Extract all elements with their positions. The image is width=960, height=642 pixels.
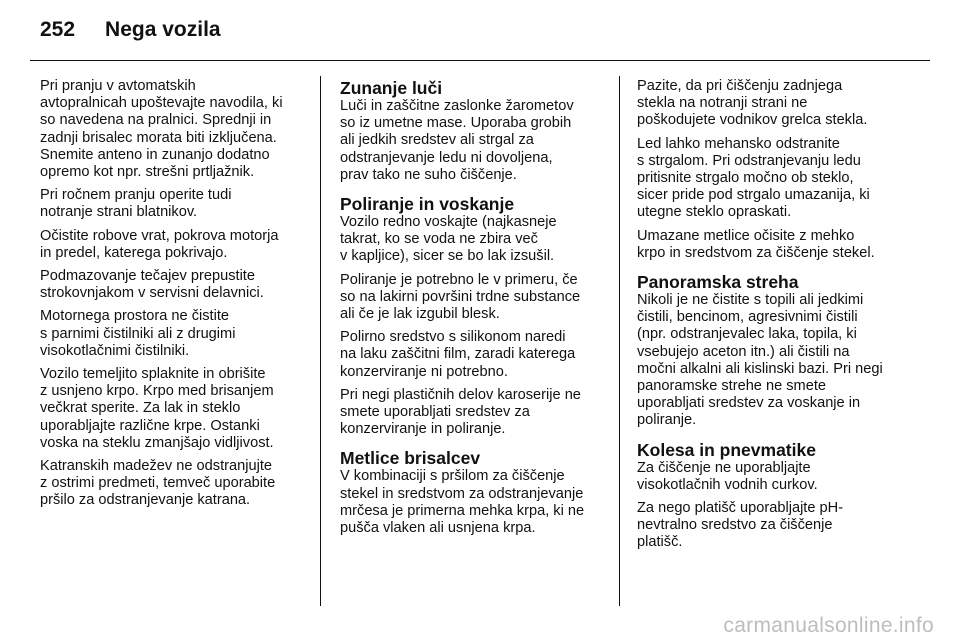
section-heading: Metlice brisalcev	[340, 448, 481, 469]
page-header	[40, 18, 221, 48]
watermark-text: carmanualsonline.info	[723, 614, 934, 637]
paragraph: Pazite, da pri čiščenju zadnjega stekla na notranji strani ne poškodujete vodnikov grelca stekla.	[637, 78, 868, 129]
paragraph: Podmazovanje tečajev prepustite strokovnjakom v servisni delavnici.	[40, 268, 264, 302]
paragraph: Za čiščenje ne uporabljajte visokotlačnih vodnih curkov.	[637, 459, 818, 493]
paragraph: Očistite robove vrat, pokrova motorja in predel, katerega pokrivajo.	[40, 227, 279, 261]
section-exterior-lights	[340, 78, 612, 184]
section-heading: Panoramska streha	[637, 272, 799, 293]
section-polishing-waxing	[340, 194, 612, 438]
column-divider	[320, 76, 321, 606]
paragraph: Katranskih madežev ne odstranjujte z ostrimi predmeti, temveč uporabite pršilo za odstranjevanje katrana.	[40, 458, 276, 509]
column-3	[637, 78, 909, 558]
paragraph: Poliranje je potrebno le v primeru, če so na lakirni površini trdne substance ali če je lak izgubil blesk.	[340, 271, 581, 323]
section-wheels-tyres	[637, 440, 909, 552]
paragraph: Pri ročnem pranju operite tudi notranje strani blatnikov.	[40, 187, 232, 221]
page-number: 252	[40, 18, 76, 41]
paragraph: Umazane metlice očisite z mehko krpo in sredstvom za čiščenje stekel.	[637, 227, 875, 261]
column-1	[40, 78, 312, 516]
page-title: Nega vozila	[105, 18, 221, 41]
paragraph: Motornega prostora ne čistite s parnimi čistilniki ali z drugimi visokotlačnimi čistilniki.	[40, 308, 236, 359]
section-heading: Poliranje in voskanje	[340, 194, 515, 215]
section-panoramic-roof	[637, 272, 909, 430]
paragraph: V kombinaciji s pršilom za čiščenje stekel in sredstvom za odstranjevanje mrčesa je primerna mehka krpa, ki ne pušča vlaken ali usnjena krpa.	[340, 468, 585, 537]
paragraph: Pri pranju v avtomatskih avtopralnicah upoštevajte navodila, ki so navedena na pralnici. Sprednji in zadnji brisalec morata biti izključena. Snemite anteno in zunanjo dodatno opremo kot npr. strešni prtljažnik.	[40, 78, 283, 181]
paragraph: Nikoli je ne čistite s topili ali jedkimi čistili, bencinom, agresivnimi čistili (npr. odstranjevalec laka, topila, ki vsebujejo aceton itn.) ali čistili na močni alkalni ali kislinski bazi. Pri negi panoramske strehe ne smete uporabljati sredstev za voskanje in poliranje.	[637, 292, 883, 429]
paragraph: Luči in zaščitne zaslonke žarometov so iz umetne mase. Uporaba grobih ali jedkih sredstev ali strgal za odstranjevanje ledu ni dovoljena, prav tako ne suho čiščenje.	[340, 98, 574, 183]
header-divider	[30, 60, 930, 61]
section-wiper-blades	[340, 448, 612, 537]
paragraph: Vozilo redno voskajte (najkasneje takrat, ko se voda ne zbira več v kapljice), sicer se bo lak izsušil.	[340, 214, 557, 265]
paragraph: Pri negi plastičnih delov karoserije ne smete uporabljati sredstev za konzerviranje in poliranje.	[340, 386, 581, 438]
column-divider	[619, 76, 620, 606]
column-2	[340, 78, 612, 543]
paragraph: Za nego platišč uporabljajte pH- nevtralno sredstvo za čiščenje platišč.	[637, 500, 844, 551]
section-heading: Kolesa in pnevmatike	[637, 439, 816, 460]
paragraph: Led lahko mehansko odstranite s strgalom. Pri odstranjevanju ledu pritisnite strgalo močno ob steklo, sicer pride pod strgalo umazanija, ki utegne steklo opraskati.	[637, 135, 870, 221]
section-heading: Zunanje luči	[340, 78, 443, 98]
paragraph: Vozilo temeljito splaknite in obrišite z usnjeno krpo. Krpo med brisanjem večkrat sperite. Za lak in steklo uporabljajte različne krpe. Ostanki voska na steklu zmanjšajo vidljivost.	[40, 366, 274, 451]
paragraph: Polirno sredstvo s silikonom naredi na laku zaščitni film, zaradi katerega konzerviranje ni potrebno.	[340, 329, 576, 380]
